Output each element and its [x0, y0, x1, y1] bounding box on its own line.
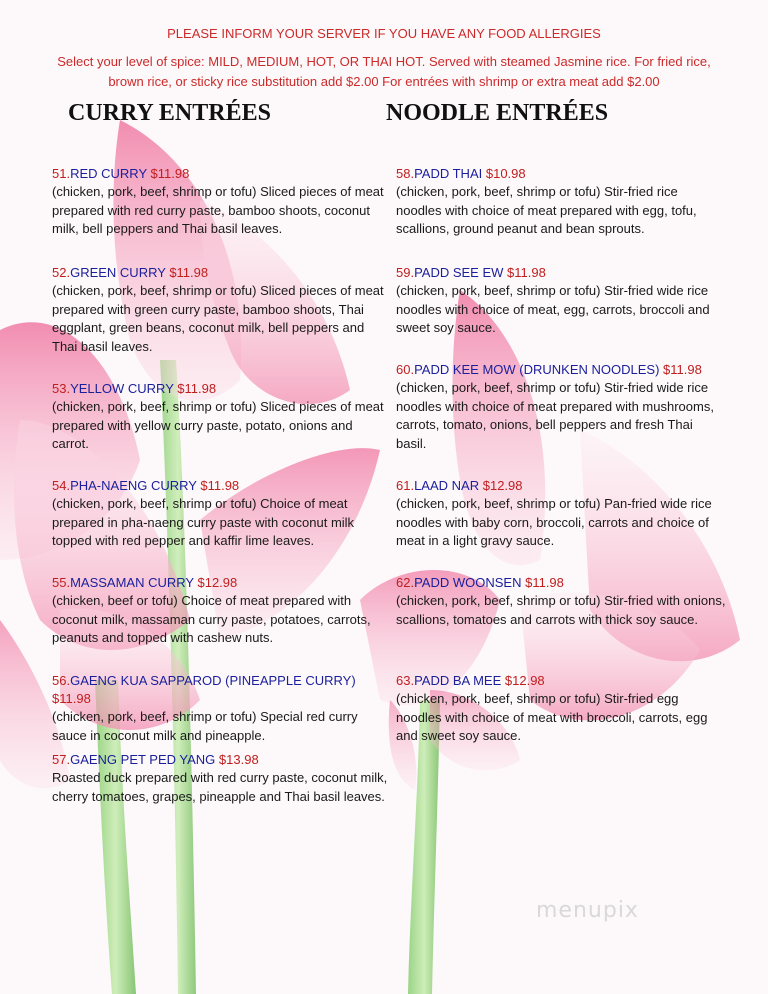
item-number: 53. — [52, 381, 71, 396]
menu-item — [396, 165, 726, 239]
item-number: 59. — [396, 265, 415, 280]
menu-item — [52, 672, 388, 745]
item-price: $12.98 — [482, 478, 523, 493]
item-price: $11.98 — [663, 362, 702, 377]
item-price: $11.98 — [52, 691, 91, 706]
menu-item — [396, 672, 726, 746]
item-name: PADD BA MEE — [414, 673, 502, 688]
menu-item — [396, 361, 726, 453]
item-description: (chicken, beef or tofu) Choice of meat prepared with coconut milk, massaman curry paste, potatoes, carrots, peanuts and topped with cashew nuts. — [52, 593, 371, 645]
item-number: 63. — [396, 673, 415, 688]
item-name: PADD KEE MOW (DRUNKEN NOODLES) — [414, 362, 660, 377]
menu-item — [396, 574, 726, 629]
item-heading — [52, 380, 388, 398]
menu-item — [52, 165, 388, 239]
item-price: $11.98 — [177, 381, 217, 396]
item-heading — [52, 264, 388, 282]
menu-item — [52, 751, 388, 806]
menu-item — [396, 477, 726, 551]
item-name: GREEN CURRY — [70, 265, 166, 280]
item-number: 62. — [396, 575, 415, 590]
item-description: (chicken, pork, beef, shrimp or tofu) Stir-fried egg noodles with choice of meat with broccoli, carrots, egg and sweet soy sauce. — [396, 691, 708, 743]
item-price: $11.98 — [150, 166, 190, 181]
item-price: $12.98 — [197, 575, 238, 590]
item-description: Roasted duck prepared with red curry paste, coconut milk, cherry tomatoes, grapes, pineapple and Thai basil leaves. — [52, 770, 388, 804]
item-heading — [396, 672, 726, 690]
menu-item — [52, 264, 388, 356]
item-heading — [396, 165, 726, 183]
menu-item — [52, 574, 388, 648]
item-name: PHA-NAENG CURRY — [70, 478, 197, 493]
item-description: (chicken, pork, beef, shrimp or tofu) Stir-fried with onions, scallions, tomatoes and carrots with thick soy sauce. — [396, 593, 726, 627]
item-description: (chicken, pork, beef, shrimp or tofu) Choice of meat prepared in pha-naeng curry paste with coconut milk topped with red pepper and kaffir lime leaves. — [52, 496, 355, 548]
item-number: 57. — [52, 752, 71, 767]
item-heading — [52, 477, 388, 495]
menu-item — [52, 477, 388, 551]
item-number: 61. — [396, 478, 415, 493]
item-price: $13.98 — [218, 752, 259, 767]
item-name: GAENG KUA SAPPAROD (PINEAPPLE CURRY) — [70, 673, 356, 688]
item-name: MASSAMAN CURRY — [70, 575, 194, 590]
item-heading — [52, 672, 388, 708]
item-name: PADD THAI — [414, 166, 483, 181]
item-heading — [396, 264, 726, 282]
menu-item — [52, 380, 388, 454]
item-price: $11.98 — [525, 575, 564, 590]
item-name: RED CURRY — [70, 166, 147, 181]
curry-section-title: CURRY ENTRÉES — [68, 100, 271, 126]
item-name: GAENG PET PED YANG — [70, 752, 216, 767]
item-heading — [396, 361, 726, 379]
item-price: $11.98 — [507, 265, 546, 280]
item-heading — [52, 751, 388, 769]
item-name: YELLOW CURRY — [70, 381, 174, 396]
item-description: (chicken, pork, beef, shrimp or tofu) Special red curry sauce in coconut milk and pineapple. — [52, 709, 358, 743]
item-number: 55. — [52, 575, 71, 590]
item-heading — [396, 477, 726, 495]
item-description: (chicken, pork, beef, shrimp or tofu) Stir-fried rice noodles with choice of meat prepared with egg, tofu, scallions, ground peanut and bean sprouts. — [396, 184, 697, 236]
item-description: (chicken, pork, beef, shrimp or tofu) Pan-fried wide rice noodles with baby corn, broccoli, carrots and choice of meat in a light gravy sauce. — [396, 496, 712, 548]
item-description: (chicken, pork, beef, shrimp or tofu) Sliced pieces of meat prepared with green curry paste, bamboo shoots, Thai eggplant, green beans, coconut milk, bell peppers and Thai basil leaves. — [52, 283, 384, 354]
item-number: 58. — [396, 166, 415, 181]
item-name: PADD WOONSEN — [414, 575, 522, 590]
item-heading — [52, 165, 388, 183]
item-price: $10.98 — [485, 166, 526, 181]
item-number: 52. — [52, 265, 71, 280]
item-number: 54. — [52, 478, 71, 493]
menupix-watermark: menupix — [536, 898, 639, 923]
noodle-section-title: NOODLE ENTRÉES — [386, 100, 609, 126]
allergy-notice: PLEASE INFORM YOUR SERVER IF YOU HAVE ANY FOOD ALLERGIES — [167, 26, 601, 41]
item-price: $11.98 — [169, 265, 209, 280]
item-name: LAAD NAR — [414, 478, 480, 493]
item-heading — [52, 574, 388, 592]
item-description: (chicken, pork, beef, shrimp or tofu) Stir-fried wide rice noodles with choice of meat, egg, carrots, broccoli and sweet soy sauce. — [396, 283, 710, 335]
spice-notice: Select your level of spice: MILD, MEDIUM, HOT, OR THAI HOT. Served with steamed Jasmine rice. For fried rice, brown rice, or sticky rice substitution add $2.00 For entrées with shrimp or extra meat add $2.00 — [57, 54, 711, 89]
item-price: $12.98 — [504, 673, 545, 688]
item-number: 60. — [396, 362, 415, 377]
item-description: (chicken, pork, beef, shrimp or tofu) Sliced pieces of meat prepared with yellow curry paste, potato, onions and carrot. — [52, 399, 384, 451]
item-description: (chicken, pork, beef, shrimp or tofu) Stir-fried wide rice noodles with choice of meat prepared with mushrooms, carrots, tomato, onions, bell peppers and fresh Thai basil. — [396, 380, 714, 451]
item-number: 51. — [52, 166, 71, 181]
item-number: 56. — [52, 673, 71, 688]
item-heading — [396, 574, 726, 592]
item-price: $11.98 — [200, 478, 240, 493]
item-name: PADD SEE EW — [414, 265, 504, 280]
menu-item — [396, 264, 726, 338]
item-description: (chicken, pork, beef, shrimp or tofu) Sliced pieces of meat prepared with red curry paste, bamboo shoots, coconut milk, bell peppers and Thai basil leaves. — [52, 184, 384, 236]
